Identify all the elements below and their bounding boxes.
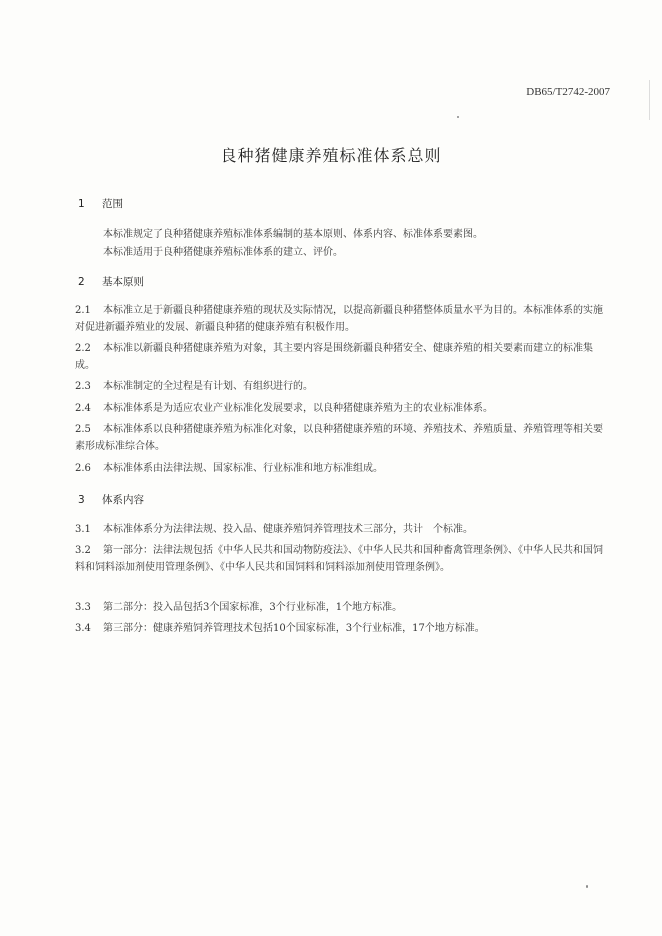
clause-number: 3.3 — [75, 602, 91, 613]
clause-2-4 — [75, 400, 605, 417]
scan-edge-mark — [649, 80, 650, 120]
clause-text: 本标准以新疆良种猪健康养殖为对象，其主要内容是围绕新疆良种猪安全、健康养殖的相关要素而建立的标准集成。 — [75, 343, 593, 371]
clause-3-2 — [75, 542, 605, 576]
clause-text: 本标准制定的全过程是有计划、有组织进行的。 — [103, 381, 313, 392]
clause-3-3 — [75, 599, 605, 616]
scan-speck — [586, 885, 588, 888]
clause-number: 2.4 — [75, 403, 91, 414]
clause-text: 本标准体系分为法律法规、投入品、健康养殖饲养管理技术三部分，共计 个标准。 — [103, 524, 473, 535]
section-2-heading — [75, 274, 144, 289]
clause-2-5 — [75, 421, 605, 455]
clause-2-2 — [75, 340, 605, 374]
clause-text: 第三部分：健康养殖饲养管理技术包括10个国家标准，3个行业标准，17个地方标准。 — [103, 623, 485, 634]
standard-code: DB65/T2742-2007 — [526, 86, 610, 98]
section-title: 范围 — [102, 198, 123, 210]
scope-paragraph-1: 本标准规定了良种猪健康养殖标准体系编制的基本原则、体系内容、标准体系要素图。 — [103, 229, 483, 240]
clause-number: 2.2 — [75, 343, 91, 354]
section-1-heading — [75, 196, 123, 211]
clause-number: 2.3 — [75, 381, 91, 392]
scope-paragraph-2: 本标准适用于良种猪健康养殖标准体系的建立、评价。 — [103, 247, 343, 258]
clause-text: 第一部分：法律法规包括《中华人民共和国动物防疫法》、《中华人民共和国种畜禽管理条例》、《中华人民共和国饲料和饲料添加剂使用管理条例》、《中华人民共和国饲料和饲料添加剂使用管理条例》。 — [75, 545, 603, 573]
clause-3-4 — [75, 620, 605, 637]
clause-2-3 — [75, 378, 605, 395]
clause-2-6 — [75, 460, 605, 477]
clause-2-1 — [75, 302, 605, 336]
clause-text: 第二部分：投入品包括3个国家标准，3个行业标准，1个地方标准。 — [103, 602, 403, 613]
section-number: 3 — [78, 494, 85, 506]
section-number: 1 — [78, 198, 85, 210]
clause-number: 2.1 — [75, 305, 91, 316]
section-number: 2 — [78, 276, 85, 288]
clause-text: 本标准体系是为适应农业产业标准化发展要求，以良种猪健康养殖为主的农业标准体系。 — [103, 403, 493, 414]
section-title: 基本原则 — [102, 276, 144, 288]
clause-number: 2.6 — [75, 463, 91, 474]
clause-number: 3.2 — [75, 545, 91, 556]
clause-text: 本标准体系以良种猪健康养殖为标准化对象，以良种猪健康养殖的环境、养殖技术、养殖质量、养殖管理等相关要素形成标准综合体。 — [75, 424, 603, 452]
clause-text: 本标准体系由法律法规、国家标准、行业标准和地方标准组成。 — [103, 463, 383, 474]
section-title: 体系内容 — [102, 494, 144, 506]
clause-number: 2.5 — [75, 424, 91, 435]
clause-3-1 — [75, 521, 605, 538]
section-3-heading — [75, 492, 144, 507]
clause-number: 3.1 — [75, 524, 91, 535]
document-title: 良种猪健康养殖标准体系总则 — [220, 146, 442, 165]
clause-text: 本标准立足于新疆良种猪健康养殖的现状及实际情况，以提高新疆良种猪整体质量水平为目的。本标准体系的实施对促进新疆养殖业的发展、新疆良种猪的健康养殖有积极作用。 — [75, 305, 603, 333]
scan-speck — [457, 116, 459, 118]
clause-number: 3.4 — [75, 623, 91, 634]
